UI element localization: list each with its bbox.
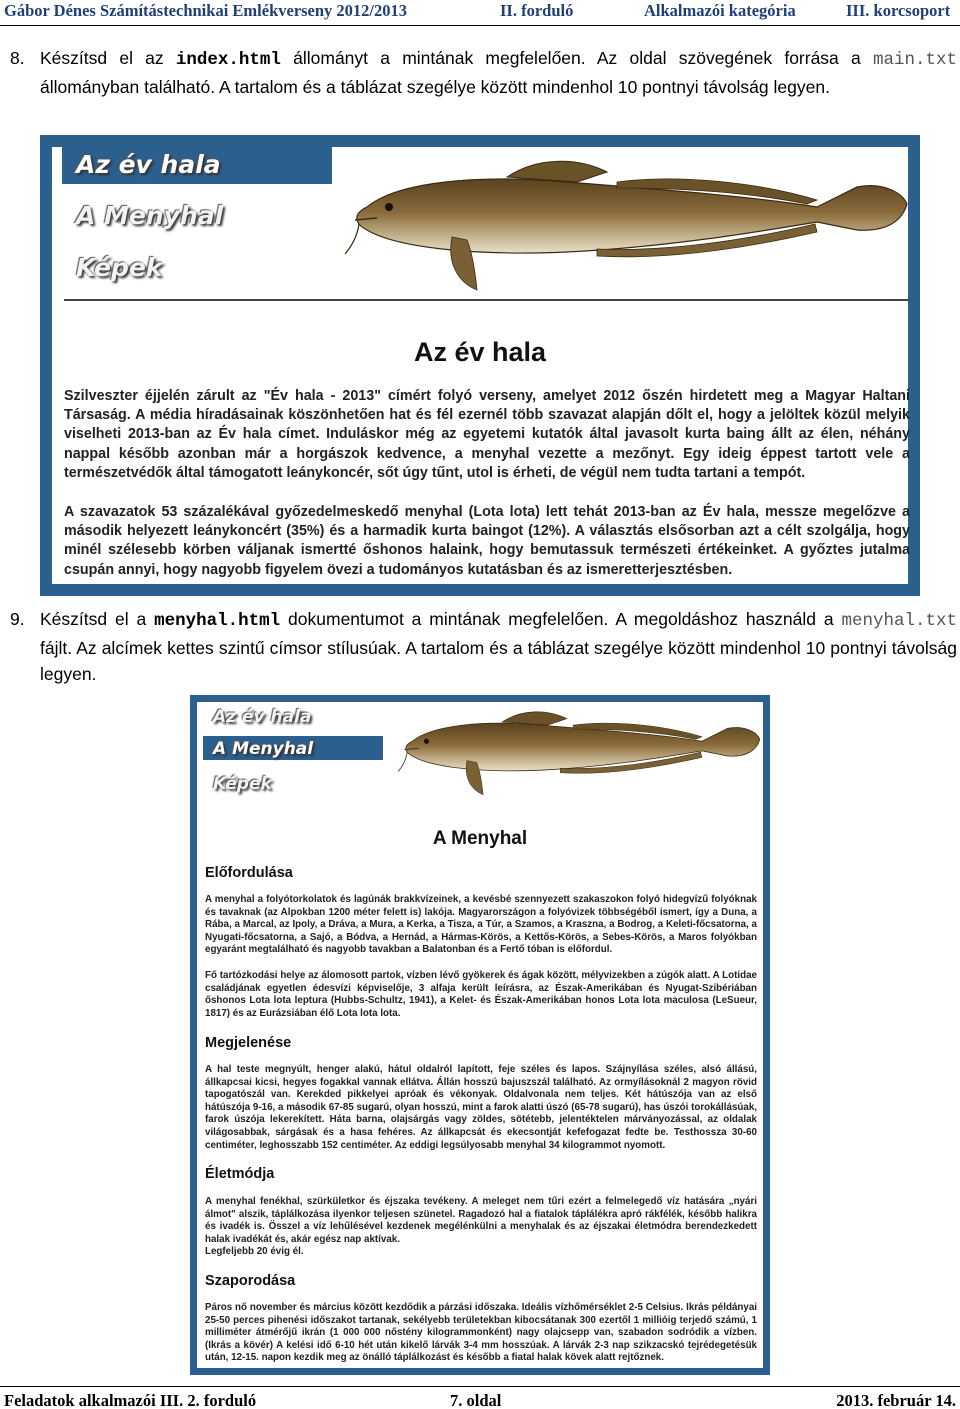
paragraph: Legfeljebb 20 évig él. — [205, 1246, 304, 1257]
page-title: A Menyhal — [432, 828, 528, 849]
fish-image — [337, 152, 912, 297]
nav-link-ev-hala[interactable]: Az év hala — [213, 707, 312, 727]
divider — [64, 299, 910, 301]
task-number: 8. — [10, 48, 25, 68]
subheading-szaporodasa: Szaporodása — [205, 1273, 296, 1289]
task-9 — [10, 606, 957, 688]
task-text — [10, 606, 957, 688]
header-competition: Gábor Dénes Számítástechnikai Emlékverseny 2012/2013 — [4, 1, 408, 20]
sample-page-index — [40, 135, 920, 596]
task-number: 9. — [10, 609, 25, 629]
file-name: menyhal.html — [154, 611, 281, 631]
task-text — [10, 45, 957, 100]
paragraph: A hal teste megnyúlt, henger alakú, hátul oldalról lapított, feje széles és lapos. Szájnyílása széles, alsó állású, állkapcsai kicsi, hegyes fogakkal vannak ellátva. Állán hosszú bajuszszál található. Az ormyílásoknál 2 magyon rövid tapogatószál van. Kerekded pikkelyei apróak és vékonyak. Oldalvonala nem teljes. Két hátúszója van az első hátúszója 9-16, a második 67-85 sugarú, olyan hosszú, mint a farok alatti úszó (65-78 sugarú), has úszói torokállásúak, farok úszója lekerekített. Háta barna, olajsárgás vagy zöldes, sötétebb, jelentéktelen márványozással, az oldalak világosabbak, sárgásak és a hasa fehéres. Az állkapcsát és ekecsontját kefefogazat fedte be. Testhossza 30-60 centiméter, leghosszabb 152 centiméter. Az eddigi legsúlyosabb menyhal 34 kilogrammot nyomott. — [205, 1064, 757, 1151]
nav-link-menyhal[interactable]: A Menyhal — [76, 201, 224, 230]
task-8 — [10, 45, 957, 100]
sample-page-menyhal — [190, 695, 770, 1375]
subheading-elofordulasa: Előfordulása — [205, 865, 293, 881]
task-text-part: dokumentumot a mintának megfelelően. A megoldáshoz használd a — [280, 609, 842, 629]
source-file-name: main.txt — [872, 50, 957, 70]
task-text-part: állományban található. A tartalom és a táblázat szegélye között mindenhol 10 pontnyi távolság legyen. — [40, 76, 830, 97]
fish-image — [393, 705, 763, 800]
footer-date: 2013. február 14. — [836, 1391, 956, 1409]
paragraph-2: A szavazatok 53 százalékával győzedelmeskedő menyhal (Lota lota) lett tehát 2013-ban az Év hala, messze megelőzve a második helyezett leánykoncért (35%) és a harmadik kurta baingot (12%). A választás elsősorban azt a célt szolgálja, hogy minél szélesebb körben váljanak ismertté őshonos halaink, hogy bemutassuk természeti értékeinket. A győztes jutalma csupán annyi, hogy nagyobb figyelem övezi a tudományos kutatásban és az ismeretterjesztésben. — [64, 504, 910, 578]
subheading-megjelenese: Megjelenése — [205, 1035, 292, 1051]
nav-link-kepek[interactable]: Képek — [213, 774, 272, 794]
paragraph: Páros nő november és március között kezdődik a párzási időszaka. Ideális vízhőmérséklet 2-5 Celsius. Ikrás példányai 25-50 perces pihenési időszakot tartanak, sekélyebb területekban kibocsátanak 300 ezertől 1 millióig terjedő számú, 1 milliméter átmérőjű ikrán (1 000 000 nőstény kilogrammonként) nagy olajcsepp van, szabadon sodródik a vízben. (Ikrás a kövér) A kelési idő 6-10 hét után kikelő lárvák 3-4 mm hosszúak. A lárvák 2-3 nap szikzacskó tejrédegetésük után, 12-15. napon kezdik meg az önálló táplálkozást és később a fiatal halak kövek alatt rejtőznek. — [205, 1302, 757, 1364]
nav-link-kepek[interactable]: Képek — [76, 253, 163, 282]
header-round: II. forduló — [500, 1, 574, 20]
header-level: III. korcsoport — [846, 1, 951, 20]
task-text-part: állományt a mintának megfelelően. Az oldal szövegének forrása a — [280, 48, 873, 68]
file-name: index.html — [175, 50, 281, 70]
task-text-part: fájlt. Az alcímek kettes szintű címsor stílusúak. A tartalom és a táblázat szegélye között mindenhol 10 pontnyi távolság legyen. — [40, 637, 957, 684]
paragraph-1: Szilveszter éjjelén zárult az "Év hala - 2013" címért folyó verseny, amelyet 2012 őszén hirdetett meg a Magyar Haltani Társaság. A média híradásainak köszönhetően hat és fél ezernél több szavazat alapján dőlt el, hogy a jelöltek közül melyik viselheti 2013-ban az Év hala címet. Induláskor még az egyetemi kutatók által javasolt kurta baing állt az élen, néhány nappal később azonban már a horgászok kedvence, a menyhal vezette a mezőnyt. Egy ideig éppest tartott vele a természetvédők által támogatott leánykoncér, sőt úgy tűnt, utol is érheti, de végül nem tudta tartani a tempót. — [64, 388, 910, 481]
header-category: Alkalmazói kategória — [644, 1, 796, 20]
page-header — [0, 0, 960, 26]
subheading-eletmodja: Életmódja — [205, 1166, 275, 1182]
paragraph: A menyhal fenékhal, szürkületkor és éjszaka tevékeny. A meleget nem tűri ezért a felmelegedő víz hatására „nyári álmot" alszik, táplálkozása ilyenkor teljesen szünetel. Ragadozó hal a fiatalok táplálékra apró rákfélék, később halikra és ivadék is. Összel a víz lehűlésével kezdenek megélénkülni a menyhalak és az éjszakai életmódra berendezkedett halak ivadékát és, akár egész nap aktívak. — [205, 1196, 757, 1245]
footer-left: Feladatok alkalmazói III. 2. forduló — [4, 1391, 257, 1409]
task-text-part: Készítsd el az — [40, 48, 176, 68]
paragraph: A menyhal a folyótorkolatok és lagúnák brakkvízeinek, a kevésbé szennyezett szakaszokon folyó hidegvízű folyóknak és tavaknak (az Alpokban 1200 méter felett is) lakója. Magyarországon a folyóvizek többségéből ismert, így a Duna, a Rába, a Marcal, az Ipoly, a Dráva, a Mura, a Kerka, a Tisza, a Túr, a Szamos, a Kraszna, a Bodrog, a Keleti-főcsatorna, a Nyugati-főcsatorna, a Sajó, a Bódva, a Hernád, a Hármas-Körös, a Kettős-Körös, a Sebes-Körös, a Maros folyókban egyaránt megtalálható és nagyobb tavakban a Balatonban és a Fertő tóban is előfordul. — [205, 894, 757, 956]
nav-link-ev-hala[interactable]: Az év hala — [76, 150, 221, 179]
page-footer — [0, 1386, 960, 1409]
source-file-name: menyhal.txt — [841, 611, 957, 631]
nav-link-menyhal[interactable]: A Menyhal — [213, 739, 314, 759]
paragraph: Fő tartózkodási helye az álomosott partok, vízben lévő gyökerek és ágak között, mélyvizekben a zúgók alatt. A Lotidae családjának egyetlen édesvízi képviselője, 3 alfaja került leírásra, az Észak-Amerikában és Nyugat-Szibériában őshonos Lota lota leptura (Hubbs-Schultz, 1941), a Kelet- és Észak-Amerikában honos Lota lota maculosa (LeSueur, 1817) és az Eurázsiában élő Lota lota lota. — [205, 970, 757, 1019]
footer-page-number: 7. oldal — [450, 1391, 502, 1409]
task-text-part: Készítsd el a — [40, 609, 155, 629]
page-title: Az év hala — [413, 337, 547, 367]
